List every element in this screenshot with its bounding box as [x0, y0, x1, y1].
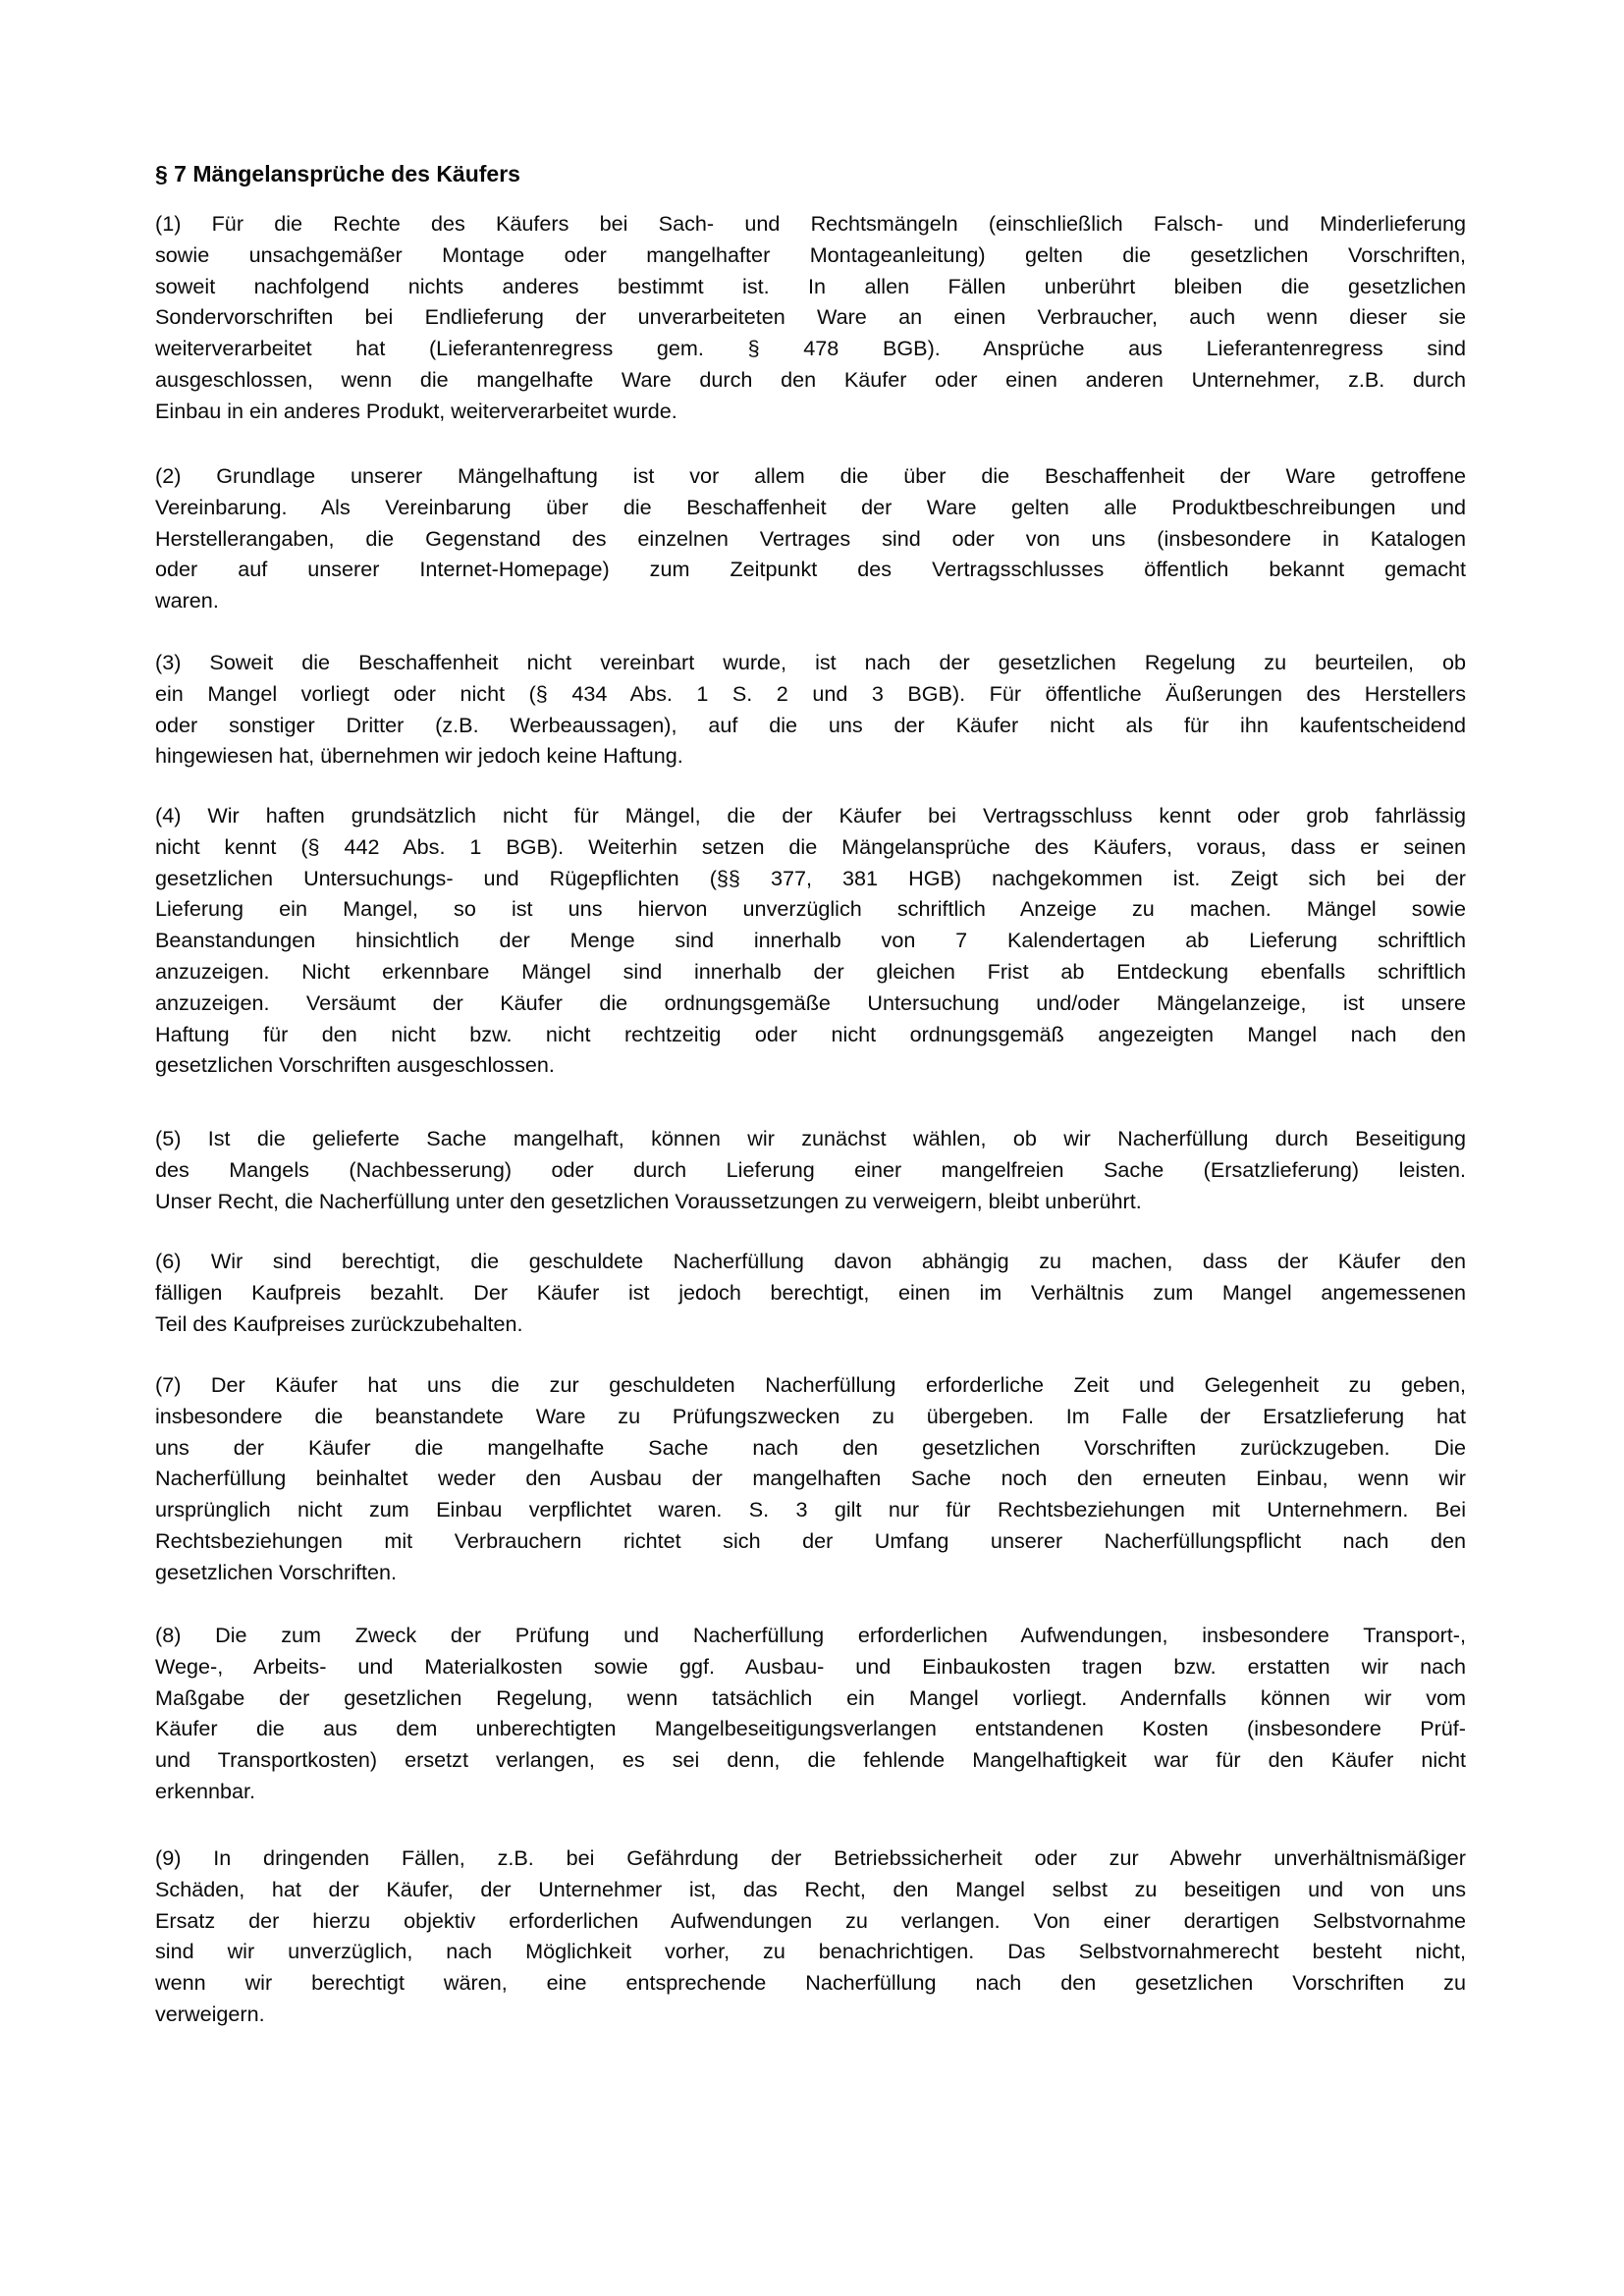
paragraph-line: Käufer die aus dem unberechtigten Mangelbeseitigungsverlangen entstandenen Kosten (insbesondere Prüf-	[155, 1716, 1466, 1741]
paragraph-line: Einbau in ein anderes Produkt, weiterverarbeitet wurde.	[155, 398, 677, 423]
paragraph-line: verweigern.	[155, 2001, 265, 2026]
paragraph-line: Ersatz der hierzu objektiv erforderlichen Aufwendungen zu verlangen. Von einer derartigen Selbstvornahme	[155, 1907, 1466, 1933]
paragraph-line: wenn wir berechtigt wären, eine entsprechende Nacherfüllung nach den gesetzlichen Vorschriften zu	[155, 1970, 1466, 1996]
paragraph-line: nicht kennt (§ 442 Abs. 1 BGB). Weiterhin setzen die Mängelansprüche des Käufers, voraus, dass er seinen	[155, 833, 1466, 859]
paragraph-4	[155, 800, 1466, 1081]
paragraph-line: gesetzlichen Vorschriften.	[155, 1559, 398, 1584]
paragraph-line: anzuzeigen. Nicht erkennbare Mängel sind innerhalb der gleichen Frist ab Entdeckung ebenfalls schriftlich	[155, 958, 1466, 984]
paragraph-9	[155, 1842, 1466, 2030]
paragraph-line: oder auf unserer Internet-Homepage) zum Zeitpunkt des Vertragsschlusses öffentlich bekannt gemacht	[155, 557, 1466, 582]
paragraph-line: (5) Ist die gelieferte Sache mangelhaft, können wir zunächst wählen, ob wir Nacherfüllung durch Beseitigung	[155, 1126, 1466, 1150]
paragraph-line: ausgeschlossen, wenn die mangelhafte Ware durch den Käufer oder einen anderen Unternehmer, z.B. durch	[155, 366, 1466, 392]
paragraph-line: sind wir unverzüglich, nach Möglichkeit vorher, zu benachrichtigen. Das Selbstvornahmerecht besteht nicht,	[155, 1939, 1466, 1964]
paragraph-line: Nacherfüllung beinhaltet weder den Ausbau der mangelhaften Sache noch den erneuten Einbau, wenn wir	[155, 1466, 1466, 1491]
paragraph-line: (3) Soweit die Beschaffenheit nicht vereinbart wurde, ist nach der gesetzlichen Regelung zu beurteilen, ob	[155, 650, 1466, 674]
paragraph-line: oder sonstiger Dritter (z.B. Werbeaussagen), auf die uns der Käufer nicht als für ihn kaufentscheidend	[155, 712, 1466, 737]
paragraph-line: insbesondere die beanstandete Ware zu Prüfungszwecken zu übergeben. Im Falle der Ersatzlieferung hat	[155, 1403, 1466, 1428]
paragraph-line: Unser Recht, die Nacherfüllung unter den gesetzlichen Voraussetzungen zu verweigern, bleibt unberührt.	[155, 1188, 1142, 1213]
paragraph-line: (1) Für die Rechte des Käufers bei Sach- und Rechtsmängeln (einschließlich Falsch- und Minderlieferung	[155, 211, 1466, 236]
paragraph-line: hingewiesen hat, übernehmen wir jedoch keine Haftung.	[155, 743, 683, 769]
paragraph-line: Beanstandungen hinsichtlich der Menge sind innerhalb von 7 Kalendertagen ab Lieferung schriftlich	[155, 928, 1466, 953]
paragraph-line: Maßgabe der gesetzlichen Regelung, wenn tatsächlich ein Mangel vorliegt. Andernfalls können wir vom	[155, 1684, 1466, 1710]
paragraph-6	[155, 1246, 1466, 1339]
paragraph-3	[155, 647, 1466, 772]
paragraph-line: (9) In dringenden Fällen, z.B. bei Gefährdung der Betriebssicherheit oder zur Abwehr unverhältnismäßiger	[155, 1845, 1466, 1870]
paragraph-line: Rechtsbeziehungen mit Verbrauchern richtet sich der Umfang unserer Nacherfüllungspflicht nach den	[155, 1527, 1466, 1553]
paragraph-line: soweit nachfolgend nichts anderes bestimmt ist. In allen Fällen unberührt bleiben die gesetzlichen	[155, 273, 1466, 298]
paragraph-line: Wege-, Arbeits- und Materialkosten sowie ggf. Ausbau- und Einbaukosten tragen bzw. erstatten wir nach	[155, 1653, 1466, 1679]
paragraph-8	[155, 1620, 1466, 1807]
paragraph-line: gesetzlichen Untersuchungs- und Rügepflichten (§§ 377, 381 HGB) nachgekommen ist. Zeigt sich bei der	[155, 865, 1466, 890]
paragraph-line: des Mangels (Nachbesserung) oder durch Lieferung einer mangelfreien Sache (Ersatzlieferung) leisten.	[155, 1156, 1466, 1182]
paragraph-line: Vereinbarung. Als Vereinbarung über die Beschaffenheit der Ware gelten alle Produktbeschreibungen und	[155, 494, 1466, 519]
paragraph-line: und Transportkosten) ersetzt verlangen, es sei denn, die fehlende Mangelhaftigkeit war für den Käufer nicht	[155, 1747, 1466, 1773]
paragraph-line: sowie unsachgemäßer Montage oder mangelhafter Montageanleitung) gelten die gesetzlichen Vorschriften,	[155, 241, 1466, 267]
paragraph-line: Herstellerangaben, die Gegenstand des einzelnen Vertrages sind oder von uns (insbesondere in Katalogen	[155, 525, 1466, 551]
paragraph-line: ein Mangel vorliegt oder nicht (§ 434 Abs. 1 S. 2 und 3 BGB). Für öffentliche Äußerungen des Herstellers	[155, 680, 1466, 706]
paragraph-7	[155, 1369, 1466, 1588]
paragraph-line: waren.	[155, 588, 219, 614]
paragraph-2	[155, 460, 1466, 616]
paragraph-line: (4) Wir haften grundsätzlich nicht für Mängel, die der Käufer bei Vertragsschluss kennt oder grob fahrlässig	[155, 803, 1466, 828]
paragraph-line: weiterverarbeitet hat (Lieferantenregress gem. § 478 BGB). Ansprüche aus Lieferantenregress sind	[155, 336, 1466, 361]
paragraph-line: (2) Grundlage unserer Mängelhaftung ist vor allem die über die Beschaffenheit der Ware getroffene	[155, 463, 1466, 488]
paragraph-line: Teil des Kaufpreises zurückzubehalten.	[155, 1310, 523, 1336]
paragraph-line: Schäden, hat der Käufer, der Unternehmer ist, das Recht, den Mangel selbst zu beseitigen und von uns	[155, 1876, 1466, 1901]
paragraph-line: (7) Der Käufer hat uns die zur geschuldeten Nacherfüllung erforderliche Zeit und Gelegenheit zu geben,	[155, 1372, 1466, 1397]
paragraph-line: fälligen Kaufpreis bezahlt. Der Käufer ist jedoch berechtigt, einen im Verhältnis zum Mangel angemessenen	[155, 1279, 1466, 1305]
paragraph-5	[155, 1123, 1466, 1216]
paragraph-line: anzuzeigen. Versäumt der Käufer die ordnungsgemäße Untersuchung und/oder Mängelanzeige, ist unsere	[155, 989, 1466, 1015]
paragraph-line: uns der Käufer die mangelhafte Sache nach den gesetzlichen Vorschriften zurückzugeben. Die	[155, 1434, 1466, 1460]
paragraph-line: Sondervorschriften bei Endlieferung der unverarbeiteten Ware an einen Verbraucher, auch wenn dieser sie	[155, 304, 1466, 330]
paragraph-line: Haftung für den nicht bzw. nicht rechtzeitig oder nicht ordnungsgemäß angezeigten Mangel nach den	[155, 1021, 1466, 1046]
paragraph-line: gesetzlichen Vorschriften ausgeschlossen.	[155, 1052, 555, 1078]
paragraph-line: ursprünglich nicht zum Einbau verpflichtet waren. S. 3 gilt nur für Rechtsbeziehungen mit Unternehmern. Bei	[155, 1497, 1466, 1522]
paragraph-line: (8) Die zum Zweck der Prüfung und Nacherfüllung erforderlichen Aufwendungen, insbesondere Transport-,	[155, 1623, 1466, 1647]
section-heading: § 7 Mängelansprüche des Käufers	[155, 161, 520, 187]
paragraph-1	[155, 208, 1466, 427]
paragraph-line: Lieferung ein Mangel, so ist uns hiervon unverzüglich schriftlich Anzeige zu machen. Mängel sowie	[155, 896, 1466, 922]
paragraph-line: (6) Wir sind berechtigt, die geschuldete Nacherfüllung davon abhängig zu machen, dass der Käufer den	[155, 1249, 1466, 1273]
paragraph-line: erkennbar.	[155, 1778, 256, 1803]
